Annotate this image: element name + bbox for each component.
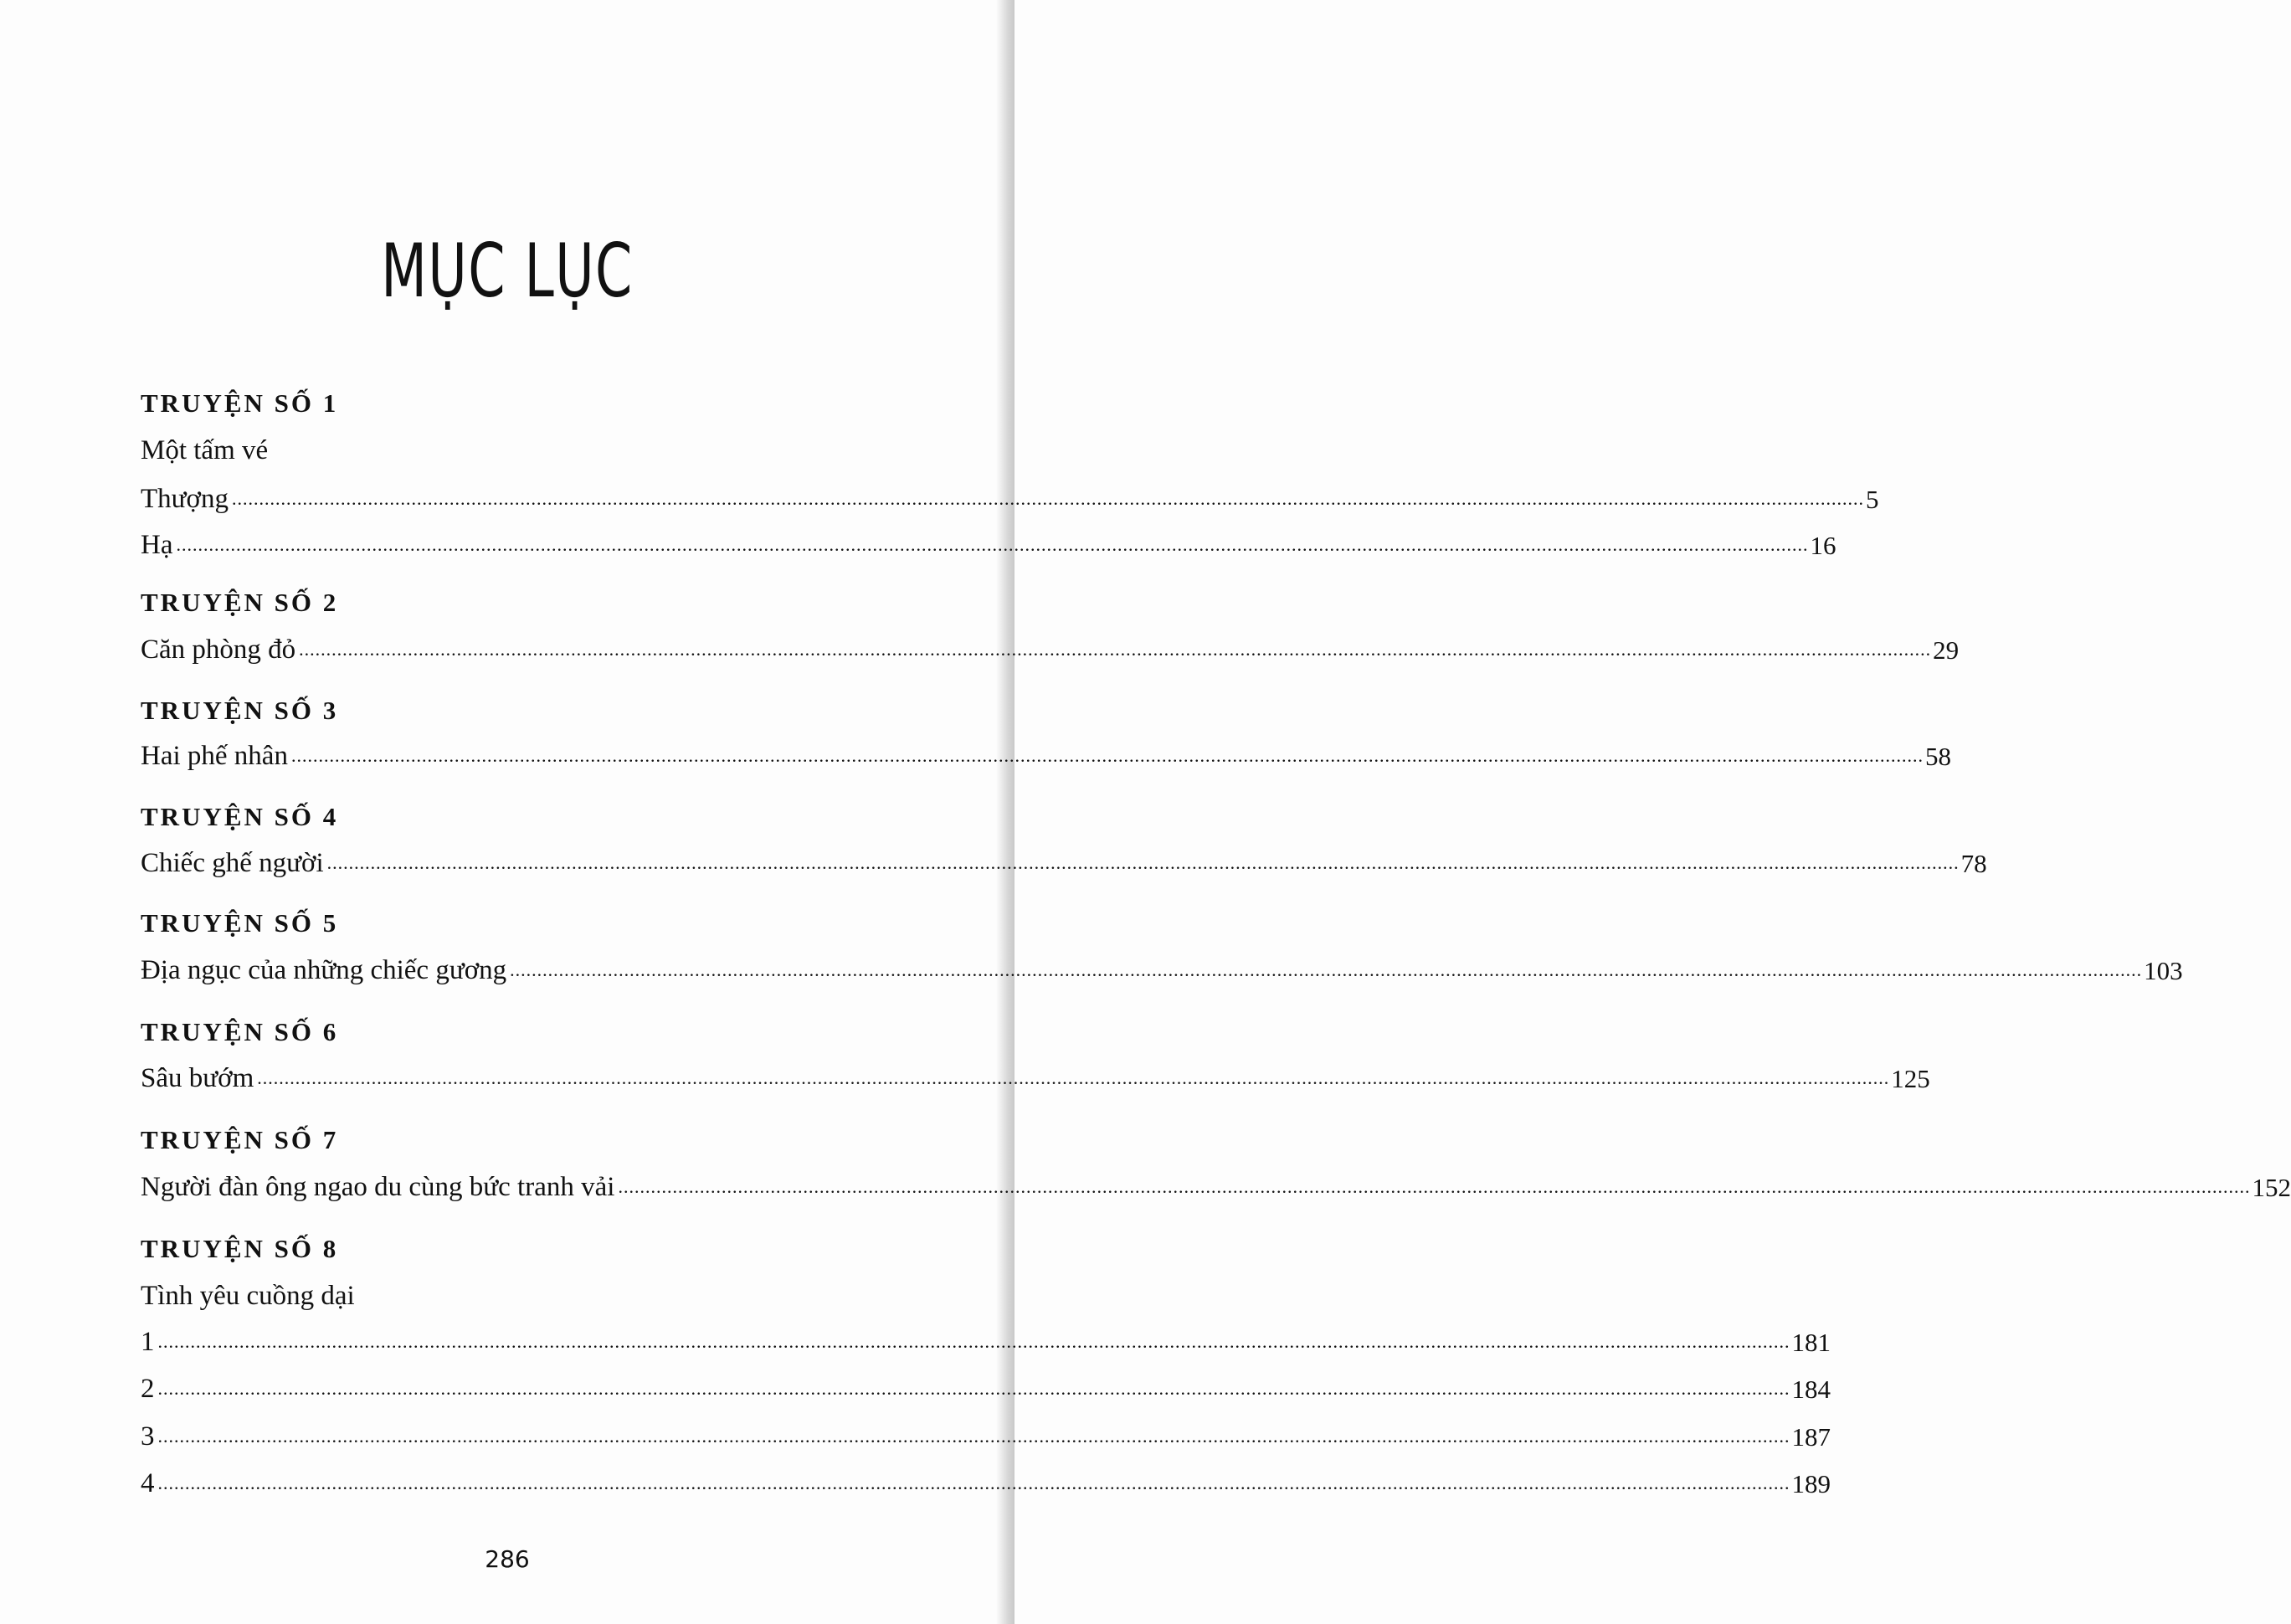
story-heading: TRUYỆN SỐ 7 — [141, 1125, 339, 1154]
toc-item — [141, 1321, 1831, 1358]
toc-item — [141, 842, 1987, 879]
entry-title: Hạ — [141, 530, 173, 560]
entry-page-number: 29 — [1933, 635, 1960, 665]
story-heading: TRUYỆN SỐ 6 — [141, 1017, 339, 1046]
entry-title: Chiếc ghế người — [141, 848, 324, 878]
story-heading: TRUYỆN SỐ 5 — [141, 908, 339, 938]
page-title: MỤC LỤC — [381, 228, 634, 314]
toc-subtitle — [141, 429, 959, 466]
entry-page-number: 125 — [1891, 1064, 1930, 1093]
entry-page-number: 5 — [1866, 485, 1879, 514]
toc-item — [141, 1368, 1831, 1405]
dot-leader: ............................................................................................................................................................................................................................................................................................................ — [157, 1378, 1790, 1399]
dot-leader: ............................................................................................................................................................................................................................................................................................................ — [176, 534, 1809, 555]
page-number: 286 — [485, 1545, 530, 1573]
entry-page-number: 187 — [1791, 1422, 1831, 1452]
entry-title: Thượng — [141, 484, 229, 514]
dot-leader: ............................................................................................................................................................................................................................................................................................................ — [510, 959, 2143, 980]
story-heading: TRUYỆN SỐ 3 — [141, 696, 339, 725]
toc-item — [141, 524, 1836, 561]
entry-title: Địa ngục của những chiếc gương — [141, 955, 507, 985]
toc-item — [141, 1057, 1930, 1094]
toc-heading — [141, 1227, 959, 1264]
entry-title: Hai phế nhân — [141, 741, 288, 771]
entry-page-number: 103 — [2144, 956, 2183, 985]
dot-leader: ............................................................................................................................................................................................................................................................................................................ — [326, 852, 1960, 873]
entry-title: Tình yêu cuồng dại — [141, 1281, 355, 1311]
entry-title: 3 — [141, 1421, 155, 1452]
entry-title: 2 — [141, 1374, 155, 1404]
entry-title: 1 — [141, 1327, 155, 1357]
dot-leader: ............................................................................................................................................................................................................................................................................................................ — [232, 488, 1864, 509]
toc-heading — [141, 1118, 959, 1155]
dot-leader: ............................................................................................................................................................................................................................................................................................................ — [157, 1472, 1790, 1493]
toc-subtitle — [141, 1275, 959, 1312]
dot-leader: ............................................................................................................................................................................................................................................................................................................ — [157, 1331, 1790, 1352]
story-heading: TRUYỆN SỐ 8 — [141, 1234, 339, 1263]
dot-leader: ............................................................................................................................................................................................................................................................................................................ — [299, 639, 1932, 660]
dot-leader: ............................................................................................................................................................................................................................................................................................................ — [157, 1426, 1790, 1447]
toc-item — [141, 478, 1879, 515]
toc-heading — [141, 1010, 959, 1047]
entry-title: Người đàn ông ngao du cùng bức tranh vải — [141, 1172, 615, 1202]
toc-item — [141, 949, 2183, 986]
entry-page-number: 78 — [1960, 849, 1987, 878]
story-heading: TRUYỆN SỐ 4 — [141, 802, 339, 831]
toc-item — [141, 1462, 1831, 1499]
entry-page-number: 16 — [1810, 531, 1836, 560]
dot-leader: ............................................................................................................................................................................................................................................................................................................ — [257, 1067, 1890, 1088]
entry-page-number: 181 — [1791, 1328, 1831, 1357]
entry-page-number: 58 — [1924, 742, 1951, 771]
story-heading: TRUYỆN SỐ 2 — [141, 588, 339, 617]
toc-heading — [141, 689, 959, 726]
entry-title: 4 — [141, 1468, 155, 1498]
story-heading: TRUYỆN SỐ 1 — [141, 388, 339, 418]
toc-item — [141, 1166, 2291, 1203]
toc-item — [141, 735, 1951, 772]
toc-heading — [141, 581, 959, 618]
entry-page-number: 184 — [1791, 1375, 1831, 1404]
toc-heading — [141, 902, 959, 938]
entry-title: Một tấm vé — [141, 435, 269, 465]
entry-title: Sâu bướm — [141, 1063, 254, 1093]
entry-page-number: 189 — [1791, 1469, 1831, 1498]
toc-item — [141, 1416, 1831, 1452]
entry-title: Căn phòng đỏ — [141, 635, 296, 665]
toc-heading — [141, 382, 959, 419]
toc-item — [141, 629, 1960, 666]
toc-heading — [141, 795, 959, 832]
dot-leader: ............................................................................................................................................................................................................................................................................................................ — [618, 1176, 2251, 1197]
entry-page-number: 152 — [2252, 1173, 2291, 1202]
dot-leader: ............................................................................................................................................................................................................................................................................................................ — [290, 745, 1924, 766]
